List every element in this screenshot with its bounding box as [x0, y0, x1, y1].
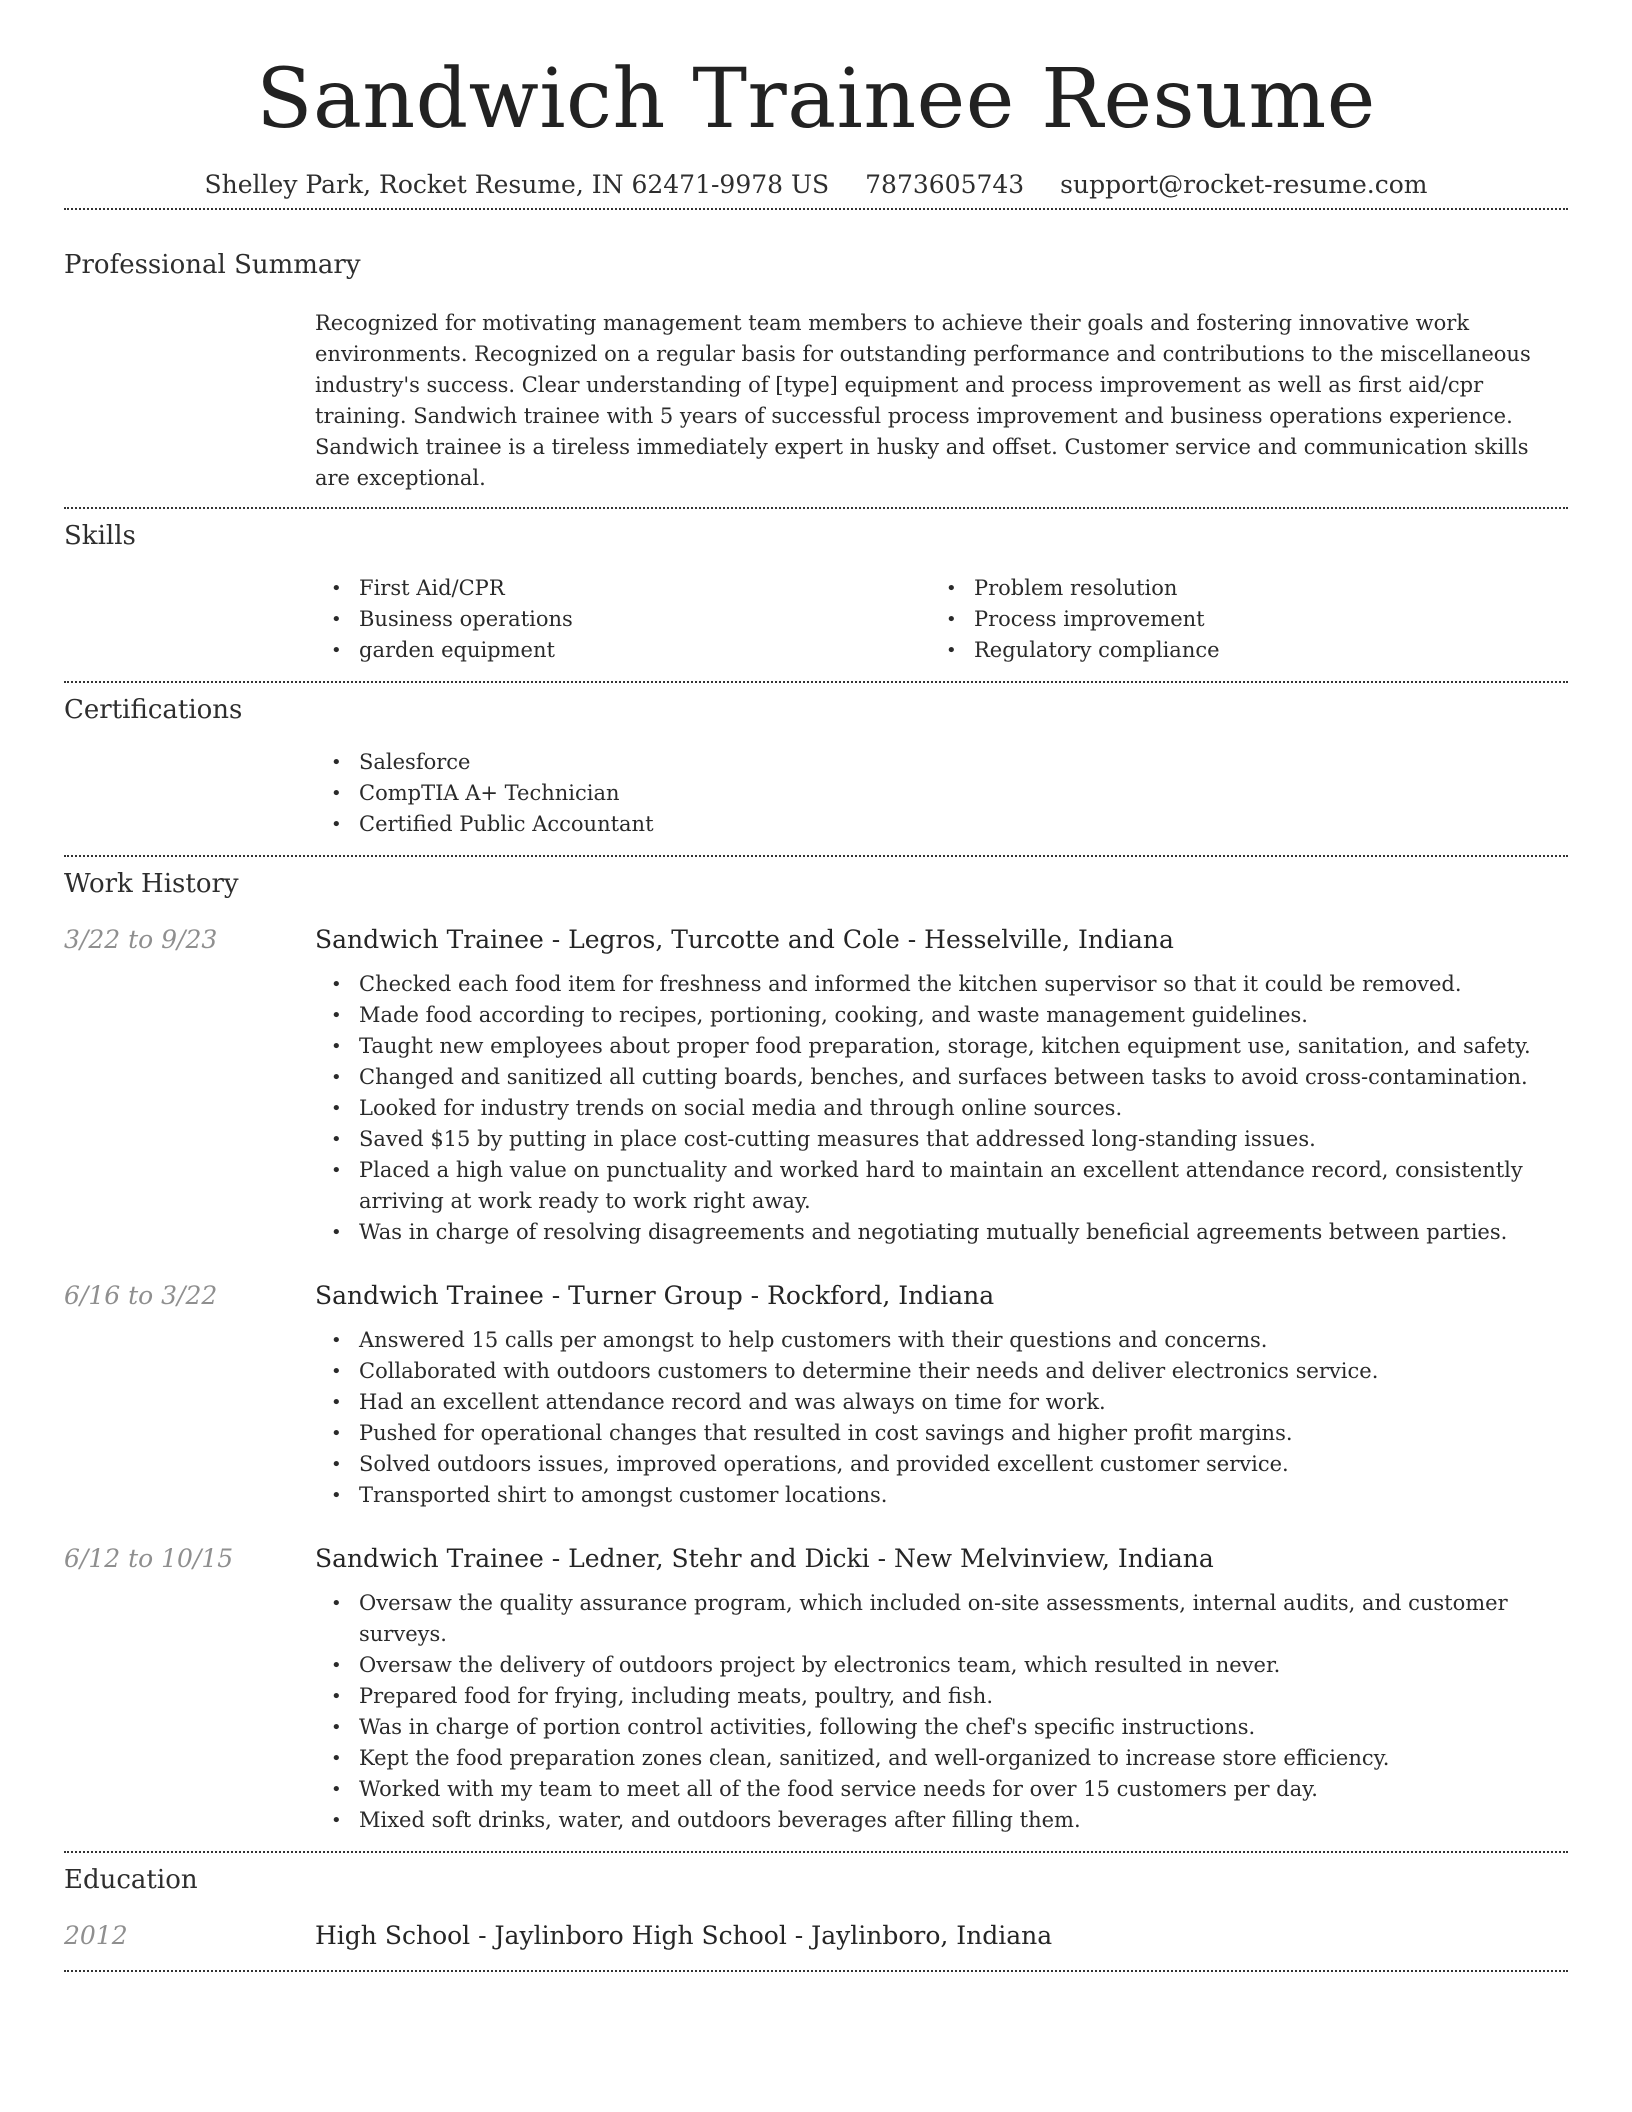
job-title: Sandwich Trainee - Legros, Turcotte and Cole - Hesselville, Indiana [315, 925, 1174, 954]
education-section [64, 1865, 1568, 1950]
job-title: Sandwich Trainee - Turner Group - Rockford, Indiana [315, 1281, 995, 1310]
skills-list-right [930, 573, 1545, 666]
job-entry [64, 1281, 1568, 1511]
contact-line [64, 170, 1568, 208]
list-item: • Was in charge of resolving disagreements and negotiating mutually beneficial agreements between parties. [315, 1217, 1568, 1248]
work-history-section [64, 869, 1568, 1836]
list-item: • Saved $15 by putting in place cost-cutting measures that addressed long-standing issues. [315, 1124, 1568, 1155]
job-bullets [315, 969, 1568, 1248]
job-bullets [315, 1588, 1568, 1836]
address: Shelley Park, Rocket Resume, IN 62471-9978 US [204, 170, 830, 199]
certifications-list [315, 747, 1568, 840]
list-item: • Oversaw the delivery of outdoors project by electronics team, which resulted in never. [315, 1650, 1568, 1681]
summary-section [64, 250, 1568, 494]
education-entry: High School - Jaylinboro High School - Jaylinboro, Indiana [315, 1921, 1053, 1950]
education-heading: Education [64, 1865, 198, 1895]
list-item: • Placed a high value on punctuality and worked hard to maintain an excellent attendance record, consistently arriving at work ready to work right away. [315, 1155, 1568, 1217]
list-item: • Solved outdoors issues, improved operations, and provided excellent customer service. [315, 1449, 1568, 1480]
resume-title: Sandwich Trainee Resume [256, 52, 1376, 147]
work-history-heading: Work History [64, 869, 239, 899]
list-item: • Business operations [315, 604, 930, 635]
list-item: • Salesforce [315, 747, 1568, 778]
list-item: • Changed and sanitized all cutting boards, benches, and surfaces between tasks to avoid cross-contamination. [315, 1062, 1568, 1093]
skills-heading: Skills [64, 521, 136, 551]
list-item: • Process improvement [930, 604, 1545, 635]
phone: 7873605743 [865, 170, 1025, 199]
education-year: 2012 [64, 1921, 128, 1950]
list-item: • Looked for industry trends on social media and through online sources. [315, 1093, 1568, 1124]
certifications-section [64, 695, 1568, 840]
list-item: • Collaborated with outdoors customers to determine their needs and deliver electronics service. [315, 1356, 1568, 1387]
list-item: • Transported shirt to amongst customer locations. [315, 1480, 1568, 1511]
job-dates: 6/16 to 3/22 [64, 1281, 218, 1310]
list-item: • Worked with my team to meet all of the food service needs for over 15 customers per day. [315, 1774, 1568, 1805]
list-item: • Taught new employees about proper food preparation, storage, kitchen equipment use, sanitation, and safety. [315, 1031, 1568, 1062]
list-item: • CompTIA A+ Technician [315, 778, 1568, 809]
list-item: • Answered 15 calls per amongst to help customers with their questions and concerns. [315, 1325, 1568, 1356]
list-item: • Had an excellent attendance record and was always on time for work. [315, 1387, 1568, 1418]
divider [64, 507, 1568, 509]
skills-list-left [315, 573, 930, 666]
divider [64, 681, 1568, 683]
divider [64, 1970, 1568, 1972]
email: support@rocket-resume.com [1060, 170, 1428, 199]
list-item: • Was in charge of portion control activities, following the chef's specific instructions. [315, 1712, 1568, 1743]
job-entry [64, 925, 1568, 1248]
job-entry [64, 1544, 1568, 1836]
list-item: • Made food according to recipes, portioning, cooking, and waste management guidelines. [315, 1000, 1568, 1031]
divider [64, 1851, 1568, 1853]
job-dates: 6/12 to 10/15 [64, 1544, 234, 1573]
job-bullets [315, 1325, 1568, 1511]
summary-text: Recognized for motivating management team members to achieve their goals and fostering innovative work environments. Recognized on a regular basis for outstanding performance and contributions to the miscellaneous industry's success. Clear understanding of [type] equipment and process improvement as well as first aid/cpr training. Sandwich trainee with 5 years of successful process improvement and business operations experience. Sandwich trainee is a tireless immediately expert in husky and offset. Customer service and communication skills are exceptional. [315, 311, 1531, 490]
skills-section [64, 521, 1568, 666]
list-item: • Kept the food preparation zones clean, sanitized, and well-organized to increase store efficiency. [315, 1743, 1568, 1774]
list-item: • First Aid/CPR [315, 573, 930, 604]
list-item: • Mixed soft drinks, water, and outdoors beverages after filling them. [315, 1805, 1568, 1836]
list-item: • Certified Public Accountant [315, 809, 1568, 840]
certifications-heading: Certifications [64, 695, 243, 725]
list-item: • Problem resolution [930, 573, 1545, 604]
list-item: • garden equipment [315, 635, 930, 666]
list-item: • Pushed for operational changes that resulted in cost savings and higher profit margins. [315, 1418, 1568, 1449]
summary-heading: Professional Summary [64, 250, 361, 280]
list-item: • Checked each food item for freshness and informed the kitchen supervisor so that it could be removed. [315, 969, 1568, 1000]
divider [64, 855, 1568, 857]
job-title: Sandwich Trainee - Ledner, Stehr and Dicki - New Melvinview, Indiana [315, 1544, 1214, 1573]
job-dates: 3/22 to 9/23 [64, 925, 218, 954]
list-item: • Prepared food for frying, including meats, poultry, and fish. [315, 1681, 1568, 1712]
list-item: • Oversaw the quality assurance program, which included on-site assessments, internal audits, and customer surveys. [315, 1588, 1568, 1650]
list-item: • Regulatory compliance [930, 635, 1545, 666]
divider [64, 208, 1568, 210]
